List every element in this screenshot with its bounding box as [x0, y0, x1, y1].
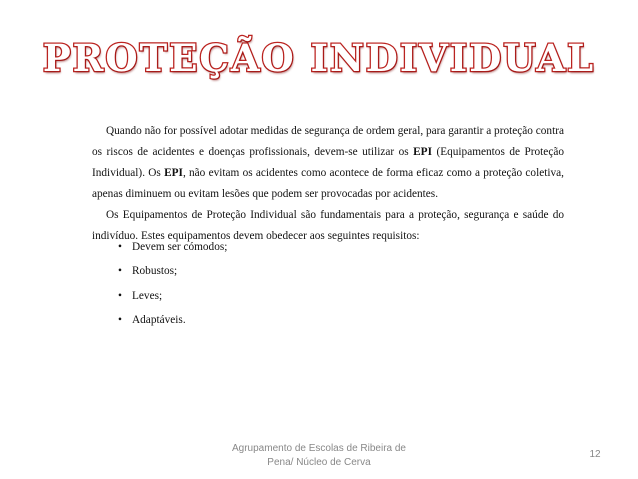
epi-term: EPI: [413, 146, 432, 158]
requirements-list: [118, 241, 227, 338]
bullet-icon: •: [118, 289, 122, 302]
list-item-text: Adaptáveis.: [132, 313, 186, 326]
list-item: [118, 314, 227, 338]
list-item: [118, 290, 227, 314]
page-title: PROTEÇÃO INDIVIDUAL: [42, 36, 596, 80]
bullet-icon: •: [118, 313, 122, 326]
bullet-icon: •: [118, 241, 122, 253]
list-item-text: Leves;: [132, 289, 163, 302]
paragraph-text: , não evitam os acidentes como acontece de forma eficaz como a proteção coletiva, apenas diminuem ou evitam lesões que podem ser provocadas por acidentes.: [92, 167, 564, 200]
list-item: [118, 241, 227, 265]
footer-school: Agrupamento de Escolas de Ribeira de Pena/ Núcleo de Cerva: [232, 443, 406, 468]
list-item-text: Robustos;: [132, 265, 178, 278]
page-number: 12: [589, 449, 601, 460]
list-item-text: Devem ser cómodos;: [132, 241, 228, 253]
body-text: [92, 121, 564, 247]
paragraph-epi-intro: [92, 121, 564, 205]
paragraph-text: Quando não for possível adotar medidas de segurança de ordem geral, para garantir a proteção contra os riscos de acidentes e doenças profissionais, devem-se utilizar os: [92, 125, 564, 158]
paragraph-requirements-intro: Os Equipamentos de Proteção Individual são fundamentais para a proteção, segurança e saúde do indivíduo. Estes equipamentos devem obedecer aos seguintes requisitos:: [92, 209, 564, 242]
paragraph-text: (Equipamentos de Proteção Individual). Os: [92, 146, 564, 179]
bullet-icon: •: [118, 265, 122, 278]
list-item: [118, 265, 227, 289]
epi-term: EPI: [164, 167, 183, 179]
